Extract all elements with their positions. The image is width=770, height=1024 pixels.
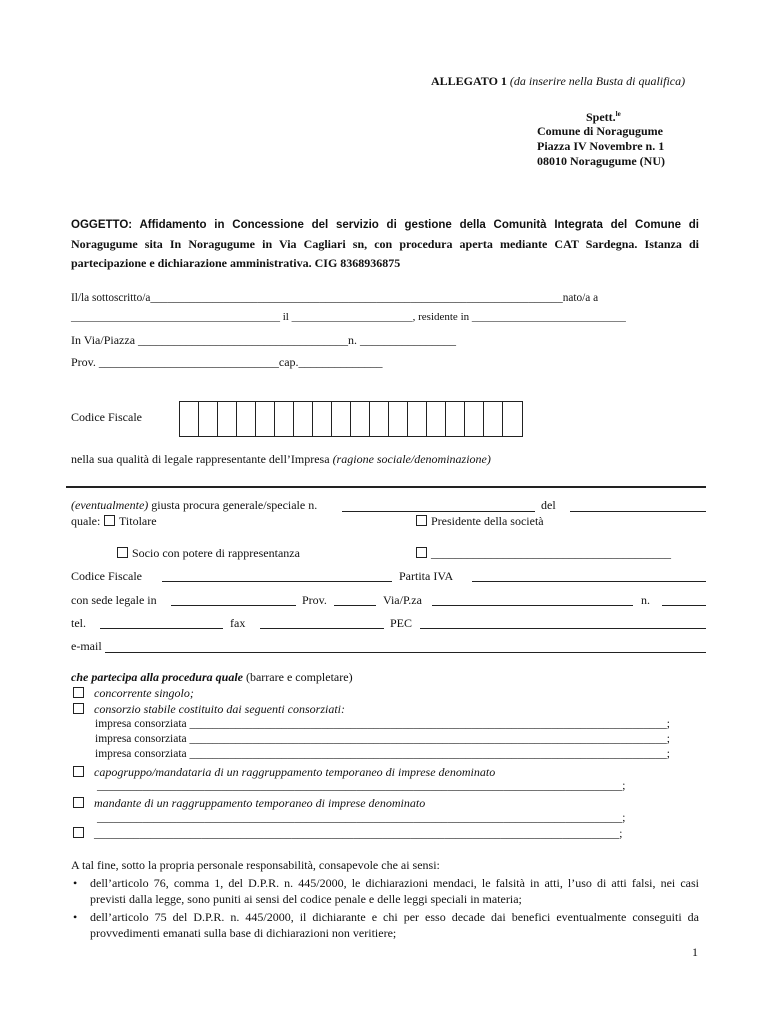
- capogruppo-checkbox[interactable]: [73, 766, 84, 777]
- page-number: 1: [692, 945, 698, 959]
- consorzio-checkbox[interactable]: [73, 703, 84, 714]
- cf-cell[interactable]: [294, 402, 313, 436]
- codice-fiscale-label: Codice Fiscale: [71, 410, 142, 424]
- name-birth-line[interactable]: Il/la sottoscritto/a_________________________________________________________________________nato/a a: [71, 292, 599, 304]
- cf-cell[interactable]: [332, 402, 351, 436]
- company-cf-field[interactable]: [162, 581, 392, 582]
- quale-label: quale:: [71, 514, 101, 528]
- cf-cell[interactable]: [465, 402, 484, 436]
- email-field[interactable]: [105, 652, 706, 653]
- via-field[interactable]: [432, 605, 633, 606]
- prov-label: Prov.: [302, 593, 327, 607]
- sede-field[interactable]: [171, 605, 296, 606]
- address-line[interactable]: In Via/Piazza ___________________________________n. ________________: [71, 333, 457, 347]
- birthdate-residence-line[interactable]: ______________________________________ il ______________________, residente in ____________________________: [71, 311, 626, 323]
- partecipa-title: che partecipa alla procedura quale (barrare e completare): [71, 670, 353, 684]
- addressee-line-2: Piazza IV Novembre n. 1: [537, 139, 665, 153]
- pec-field[interactable]: [420, 628, 706, 629]
- cf-cell[interactable]: [256, 402, 275, 436]
- oggetto-line-3: partecipazione e dichiarazione amministrativa. CIG 8368936875: [71, 256, 401, 270]
- civic-number-field[interactable]: [662, 605, 706, 606]
- mandante-name-line[interactable]: _____________________________________________________________________________________________;: [97, 812, 626, 824]
- oggetto-line-1: OGGETTO: Affidamento in Concessione del servizio di gestione della Comunità Integrata del Comune di: [71, 219, 699, 231]
- procura-number-field[interactable]: [342, 511, 535, 512]
- cf-cell[interactable]: [484, 402, 503, 436]
- titolare-checkbox[interactable]: [104, 515, 115, 526]
- consorziata-line-2[interactable]: impresa consorziata ___________________________________________________________________________________;: [95, 733, 670, 745]
- cf-cell[interactable]: [427, 402, 446, 436]
- opt-concorrente-singolo[interactable]: concorrente singolo;: [73, 686, 194, 701]
- company-cf-label: Codice Fiscale: [71, 569, 142, 583]
- cf-cell[interactable]: [180, 402, 199, 436]
- sede-label: con sede legale in: [71, 593, 157, 607]
- bullet-2-line-1: dell’articolo 75 del D.P.R. n. 445/2000, il dichiarante e chi per esso decade dai benefici eventualmente conseguiti da: [90, 910, 699, 924]
- capogruppo-name-line[interactable]: _____________________________________________________________________________________________;: [97, 780, 626, 792]
- other-role-checkbox[interactable]: [416, 547, 427, 558]
- tel-label: tel.: [71, 616, 86, 630]
- other-role-option[interactable]: ________________________________________: [416, 546, 671, 561]
- cf-cell[interactable]: [237, 402, 256, 436]
- concorrente-checkbox[interactable]: [73, 687, 84, 698]
- declaration-intro: A tal fine, sotto la propria personale responsabilità, consapevole che ai sensi:: [71, 858, 440, 872]
- allegato-heading: [431, 74, 685, 89]
- cf-cell[interactable]: [408, 402, 427, 436]
- partita-iva-label: Partita IVA: [399, 569, 454, 583]
- prov-field[interactable]: [334, 605, 376, 606]
- civic-number-label: n.: [641, 593, 650, 607]
- cf-cell[interactable]: [275, 402, 294, 436]
- opt-other[interactable]: _____________________________________________________________________________________________;: [73, 826, 622, 841]
- cf-cell[interactable]: [218, 402, 237, 436]
- tel-field[interactable]: [100, 628, 223, 629]
- allegato-note: (da inserire nella Busta di qualifica): [509, 74, 686, 88]
- cf-cell[interactable]: [389, 402, 408, 436]
- cf-cell[interactable]: [313, 402, 332, 436]
- opt-mandante[interactable]: mandante di un raggruppamento temporaneo di imprese denominato: [73, 796, 425, 811]
- procura-date-field[interactable]: [570, 511, 706, 512]
- qualita-line: nella sua qualità di legale rappresentante dell’Impresa (ragione sociale/denominazione): [71, 452, 491, 466]
- procura-del-label: del: [541, 498, 556, 512]
- presidente-checkbox[interactable]: [416, 515, 427, 526]
- cf-cell[interactable]: [370, 402, 389, 436]
- opt-capogruppo[interactable]: capogruppo/mandataria di un raggruppamento temporaneo di imprese denominato: [73, 765, 495, 780]
- addressee-salutation: Spett.$^{le}$: [586, 110, 621, 124]
- cf-cell[interactable]: [199, 402, 218, 436]
- opt-consorzio-stabile[interactable]: consorzio stabile costituito dai seguenti consorziati:: [73, 702, 345, 717]
- ragione-sociale-field[interactable]: [66, 486, 706, 488]
- via-label: Via/P.za: [383, 593, 422, 607]
- socio-option[interactable]: Socio con potere di rappresentanza: [117, 546, 300, 561]
- procura-line: (eventualmente) giusta procura generale/speciale n.: [71, 498, 318, 512]
- mandante-checkbox[interactable]: [73, 797, 84, 808]
- bullet-1-dot: •: [73, 876, 78, 890]
- oggetto-label: OGGETTO: [71, 219, 129, 231]
- bullet-2-dot: •: [73, 910, 78, 924]
- addressee-line-3: 08010 Noragugume (NU): [537, 154, 665, 168]
- codice-fiscale-grid[interactable]: [179, 401, 523, 437]
- partita-iva-field[interactable]: [472, 581, 706, 582]
- cf-cell[interactable]: [503, 402, 522, 436]
- fax-label: fax: [230, 616, 246, 630]
- consorziata-line-3[interactable]: impresa consorziata ___________________________________________________________________________________;: [95, 748, 670, 760]
- consorziata-line-1[interactable]: impresa consorziata ___________________________________________________________________________________;: [95, 718, 670, 730]
- oggetto-line-2: Noragugume sita In Noragugume in Via Cagliari sn, con procedura aperta mediante CAT Sardegna. Istanza di: [71, 237, 699, 251]
- prov-cap-line[interactable]: Prov. ______________________________cap.______________: [71, 355, 383, 369]
- email-label: e-mail: [71, 639, 102, 653]
- cf-cell[interactable]: [446, 402, 465, 436]
- fax-field[interactable]: [260, 628, 384, 629]
- cf-cell[interactable]: [351, 402, 370, 436]
- presidente-option[interactable]: Presidente della società: [416, 514, 544, 529]
- bullet-1-line-1: dell’articolo 76, comma 1, del D.P.R. n. 445/2000, le dichiarazioni mendaci, le falsità in atti, l’uso di atti falsi, nei casi: [90, 876, 699, 890]
- addressee-line-1: Comune di Noragugume: [537, 124, 664, 138]
- allegato-label: ALLEGATO 1: [431, 74, 507, 88]
- other-checkbox[interactable]: [73, 827, 84, 838]
- socio-checkbox[interactable]: [117, 547, 128, 558]
- titolare-option[interactable]: Titolare: [104, 514, 157, 529]
- bullet-1-line-2: previsti dalla legge, sono puniti ai sensi del codice penale e delle leggi speciali in materia;: [90, 892, 522, 906]
- pec-label: PEC: [390, 616, 413, 630]
- bullet-2-line-2: provvedimenti emanati sulla base di dichiarazioni non veritiere;: [90, 926, 397, 940]
